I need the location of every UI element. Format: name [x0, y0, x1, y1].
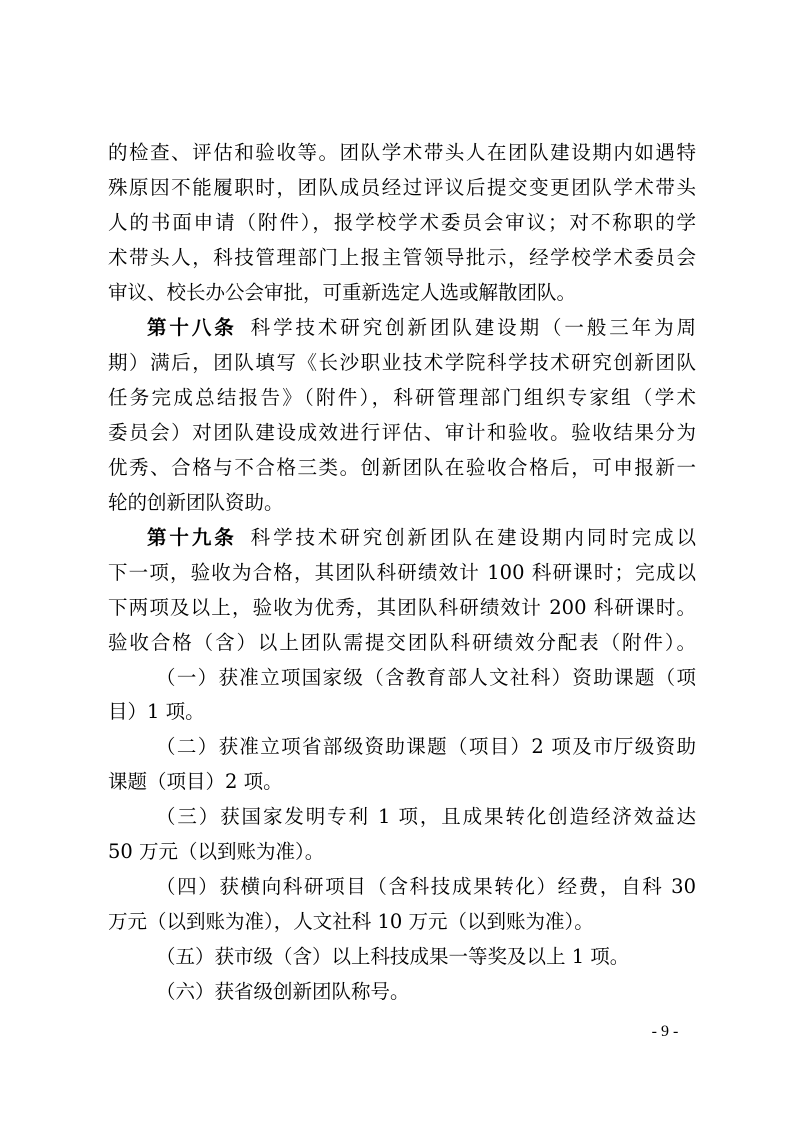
- list-item-5: （五）获市级（含）以上科技成果一等奖及以上 1 项。: [156, 945, 630, 968]
- text-line: 50 万元（以到账为准）。: [108, 840, 325, 863]
- text-line: 目）1 项。: [108, 700, 205, 723]
- text-line: 委员会）对团队建设成效进行评估、审计和验收。验收结果分为: [108, 421, 696, 444]
- text-line: 下两项及以上，验收为优秀，其团队科研绩效计 200 科研课时。: [108, 596, 696, 619]
- text-line: 任务完成总结报告》（附件），科研管理部门组织专家组（学术: [108, 386, 696, 409]
- article-18-title: 第十八条: [147, 316, 237, 339]
- text-line: 的检查、评估和验收等。团队学术带头人在团队建设期内如遇特: [108, 141, 696, 164]
- page-number: - 9 -: [651, 1023, 679, 1040]
- article-18-line: [147, 311, 696, 345]
- text-line: 优秀、合格与不合格三类。创新团队在验收合格后，可申报新一: [108, 456, 696, 479]
- text-line: 万元（以到账为准），人文社科 10 万元（以到账为准）。: [108, 910, 594, 933]
- article-19-line: [147, 521, 696, 555]
- list-item-1: （一）获准立项国家级（含教育部人文社科）资助课题（项: [156, 666, 696, 689]
- list-item-6: （六）获省级创新团队称号。: [156, 980, 410, 1003]
- article-18-text: 科学技术研究创新团队建设期（一般三年为周: [250, 316, 696, 339]
- text-line: 课题（项目）2 项。: [108, 770, 283, 793]
- article-19-text: 科学技术研究创新团队在建设期内同时完成以: [250, 526, 696, 549]
- list-item-3: （三）获国家发明专利 1 项，且成果转化创造经济效益达: [156, 805, 696, 828]
- text-line: 验收合格（含）以上团队需提交团队科研绩效分配表（附件）。: [108, 631, 696, 654]
- list-item-4: （四）获横向科研项目（含科技成果转化）经费，自科 30: [156, 875, 696, 898]
- list-item-2: （二）获准立项省部级资助课题（项目）2 项及市厅级资助: [156, 735, 696, 758]
- text-line: 审议、校长办公会审批，可重新选定人选或解散团队。: [108, 281, 577, 304]
- text-line: 术带头人，科技管理部门上报主管领导批示，经学校学术委员会: [108, 246, 696, 269]
- text-line: 期）满后，团队填写《长沙职业技术学院科学技术研究创新团队: [108, 351, 696, 374]
- article-19-title: 第十九条: [147, 526, 237, 549]
- text-line: 轮的创新团队资助。: [108, 491, 284, 514]
- text-line: 殊原因不能履职时，团队成员经过评议后提交变更团队学术带头: [108, 176, 696, 199]
- text-line: 人的书面申请（附件），报学校学术委员会审议；对不称职的学: [108, 211, 696, 234]
- text-line: 下一项，验收为合格，其团队科研绩效计 100 科研课时；完成以: [108, 561, 696, 584]
